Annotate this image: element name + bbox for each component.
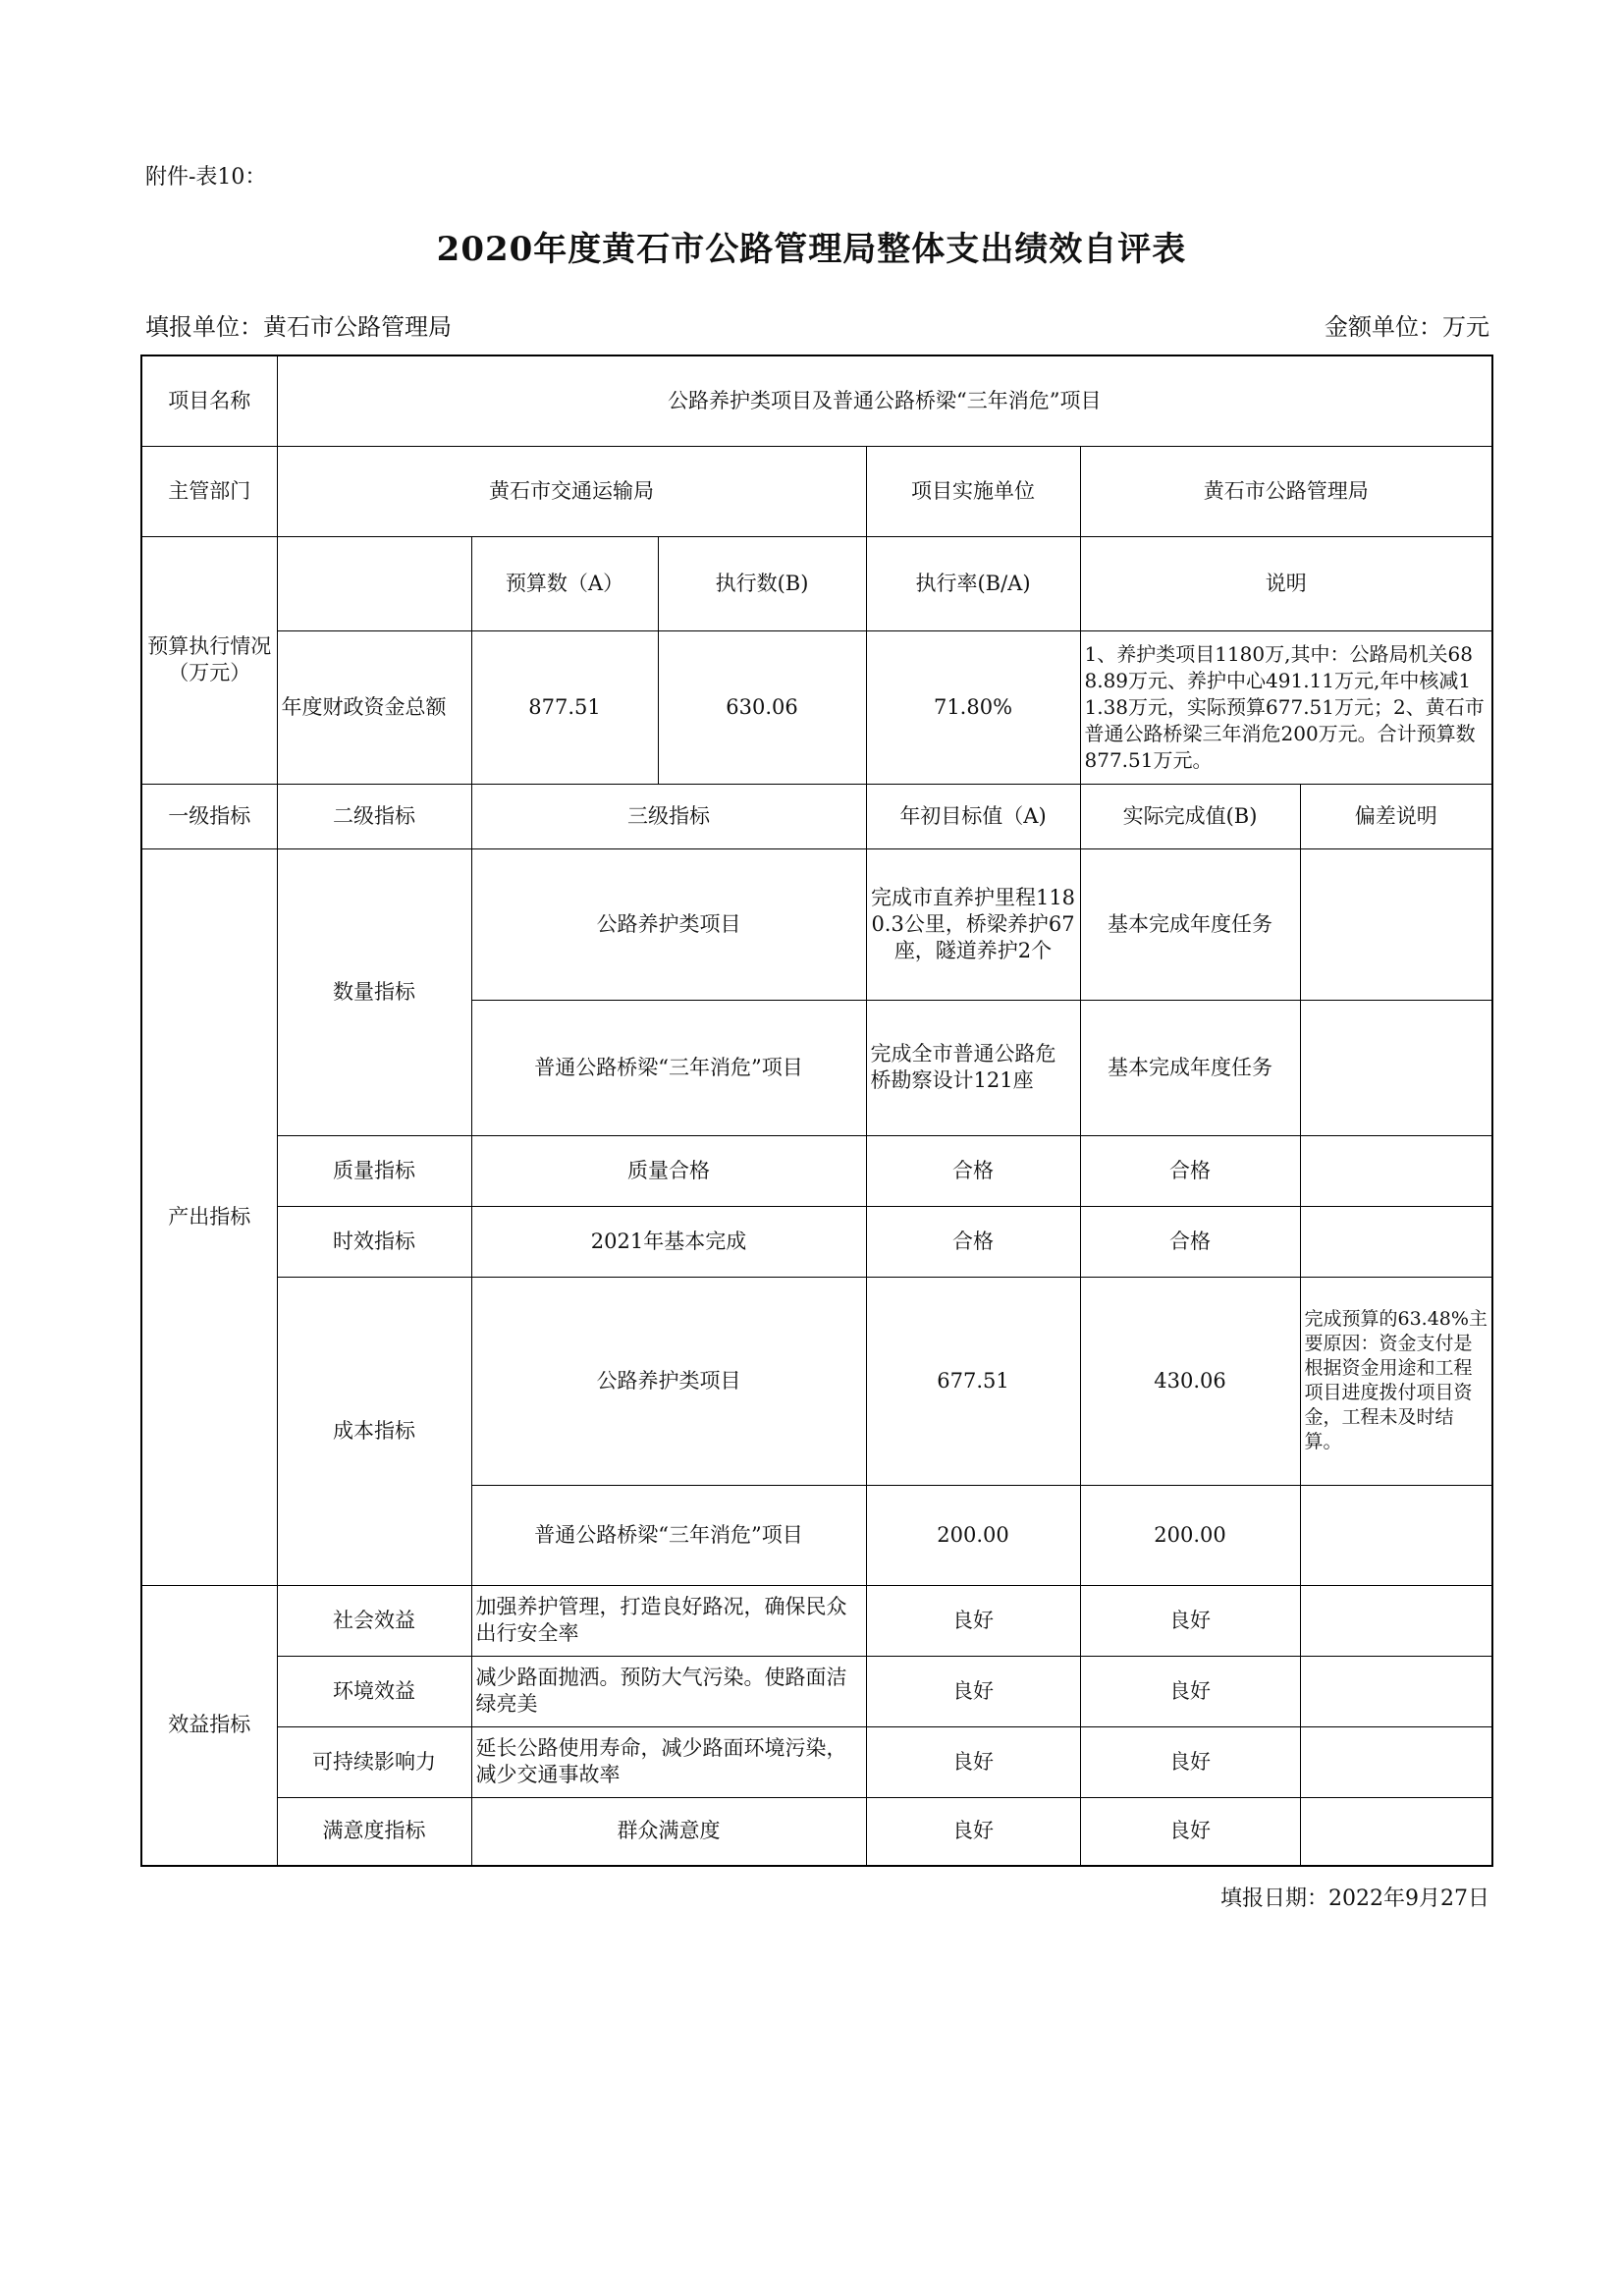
- fill-date: 填报日期：2022年9月27日: [1220, 1886, 1489, 1911]
- level3-item: 加强养护管理，打造良好路况，确保民众出行安全率: [471, 1585, 866, 1656]
- target-value: 合格: [866, 1206, 1080, 1277]
- annual-fund-label: 年度财政资金总额: [277, 630, 471, 784]
- actual-value: 良好: [1080, 1585, 1300, 1656]
- note-col-header: 说明: [1080, 536, 1492, 630]
- budget-value-row: [141, 630, 1492, 784]
- budget-note: 1、养护类项目1180万,其中：公路局机关688.89万元、养护中心491.11万元,年中核减11.38万元，实际预算677.51万元；2、黄石市普通公路桥梁三年消危200万元。合计预算数877.51万元。: [1080, 630, 1492, 784]
- level2-header: 二级指标: [277, 784, 471, 848]
- budget-section-label: 预算执行情况（万元）: [141, 536, 277, 784]
- actual-value: 200.00: [1080, 1485, 1300, 1585]
- level3-item: 2021年基本完成: [471, 1206, 866, 1277]
- attachment-label: 附件-表10：: [145, 165, 267, 190]
- rate-value: 71.80%: [866, 630, 1080, 784]
- table-row: [141, 1206, 1492, 1277]
- deviation-value: 完成预算的63.48%主要原因：资金支付是根据资金用途和工程项目进度拨付项目资金，工程未及时结算。: [1300, 1277, 1492, 1485]
- target-value: 良好: [866, 1656, 1080, 1726]
- level3-item: 普通公路桥梁“三年消危”项目: [471, 1485, 866, 1585]
- timeliness-label: 时效指标: [277, 1206, 471, 1277]
- level3-item: 延长公路使用寿命，减少路面环境污染，减少交通事故率: [471, 1726, 866, 1797]
- level1-header: 一级指标: [141, 784, 277, 848]
- rate-col-header: 执行率(B/A): [866, 536, 1080, 630]
- actual-value: 合格: [1080, 1135, 1300, 1206]
- benefit-label: 满意度指标: [277, 1797, 471, 1866]
- benefit-label: 社会效益: [277, 1585, 471, 1656]
- benefit-label: 环境效益: [277, 1656, 471, 1726]
- project-name-value: 公路养护类项目及普通公路桥梁“三年消危”项目: [277, 355, 1492, 446]
- dept-value: 黄石市交通运输局: [277, 446, 866, 536]
- target-value: 良好: [866, 1726, 1080, 1797]
- level3-item: 质量合格: [471, 1135, 866, 1206]
- deviation-value: [1300, 1135, 1492, 1206]
- actual-header: 实际完成值(B): [1080, 784, 1300, 848]
- quality-label: 质量指标: [277, 1135, 471, 1206]
- actual-value: 430.06: [1080, 1277, 1300, 1485]
- table-row: [141, 848, 1492, 1000]
- exec-col-header: 执行数(B): [658, 536, 866, 630]
- actual-value: 良好: [1080, 1797, 1300, 1866]
- table-row: [141, 1726, 1492, 1797]
- table-row: [141, 1797, 1492, 1866]
- page-title: 2020年度黄石市公路管理局整体支出绩效自评表: [436, 230, 1187, 269]
- deviation-value: [1300, 1797, 1492, 1866]
- fill-unit: 填报单位：黄石市公路管理局: [145, 313, 452, 341]
- table-row: [141, 1135, 1492, 1206]
- table-row: [141, 1585, 1492, 1656]
- deviation-value: [1300, 1000, 1492, 1135]
- table-row: [141, 1277, 1492, 1485]
- target-value: 完成市直养护里程1180.3公里，桥梁养护67座，隧道养护2个: [866, 848, 1080, 1000]
- evaluation-table: [140, 355, 1493, 1867]
- deviation-value: [1300, 1656, 1492, 1726]
- deviation-value: [1300, 848, 1492, 1000]
- deviation-value: [1300, 1726, 1492, 1797]
- target-value: 良好: [866, 1797, 1080, 1866]
- actual-value: 基本完成年度任务: [1080, 1000, 1300, 1135]
- level3-item: 群众满意度: [471, 1797, 866, 1866]
- table-row: [141, 1656, 1492, 1726]
- project-name-label: 项目名称: [141, 355, 277, 446]
- budget-blank-cell: [277, 536, 471, 630]
- target-value: 合格: [866, 1135, 1080, 1206]
- deviation-header: 偏差说明: [1300, 784, 1492, 848]
- level3-item: 减少路面抛洒。预防大气污染。使路面洁绿亮美: [471, 1656, 866, 1726]
- indicator-header-row: [141, 784, 1492, 848]
- benefit-label: 可持续影响力: [277, 1726, 471, 1797]
- deviation-value: [1300, 1485, 1492, 1585]
- project-name-row: [141, 355, 1492, 446]
- target-value: 200.00: [866, 1485, 1080, 1585]
- level3-item: 公路养护类项目: [471, 1277, 866, 1485]
- impl-unit-label: 项目实施单位: [866, 446, 1080, 536]
- actual-value: 良好: [1080, 1656, 1300, 1726]
- level3-header: 三级指标: [471, 784, 866, 848]
- deviation-value: [1300, 1585, 1492, 1656]
- quantity-label: 数量指标: [277, 848, 471, 1135]
- dept-label: 主管部门: [141, 446, 277, 536]
- level3-item: 公路养护类项目: [471, 848, 866, 1000]
- target-value: 良好: [866, 1585, 1080, 1656]
- target-value: 完成全市普通公路危桥勘察设计121座: [866, 1000, 1080, 1135]
- budget-col-header: 预算数（A）: [471, 536, 658, 630]
- deviation-value: [1300, 1206, 1492, 1277]
- budget-value: 877.51: [471, 630, 658, 784]
- impl-unit-value: 黄石市公路管理局: [1080, 446, 1492, 536]
- target-value: 677.51: [866, 1277, 1080, 1485]
- cost-label: 成本指标: [277, 1277, 471, 1585]
- actual-value: 良好: [1080, 1726, 1300, 1797]
- exec-value: 630.06: [658, 630, 866, 784]
- budget-header-row: [141, 536, 1492, 630]
- actual-value: 合格: [1080, 1206, 1300, 1277]
- level3-item: 普通公路桥梁“三年消危”项目: [471, 1000, 866, 1135]
- dept-row: [141, 446, 1492, 536]
- actual-value: 基本完成年度任务: [1080, 848, 1300, 1000]
- output-level1-label: 产出指标: [141, 848, 277, 1585]
- benefit-level1-label: 效益指标: [141, 1585, 277, 1866]
- amount-unit: 金额单位：万元: [1325, 313, 1489, 341]
- target-header: 年初目标值（A): [866, 784, 1080, 848]
